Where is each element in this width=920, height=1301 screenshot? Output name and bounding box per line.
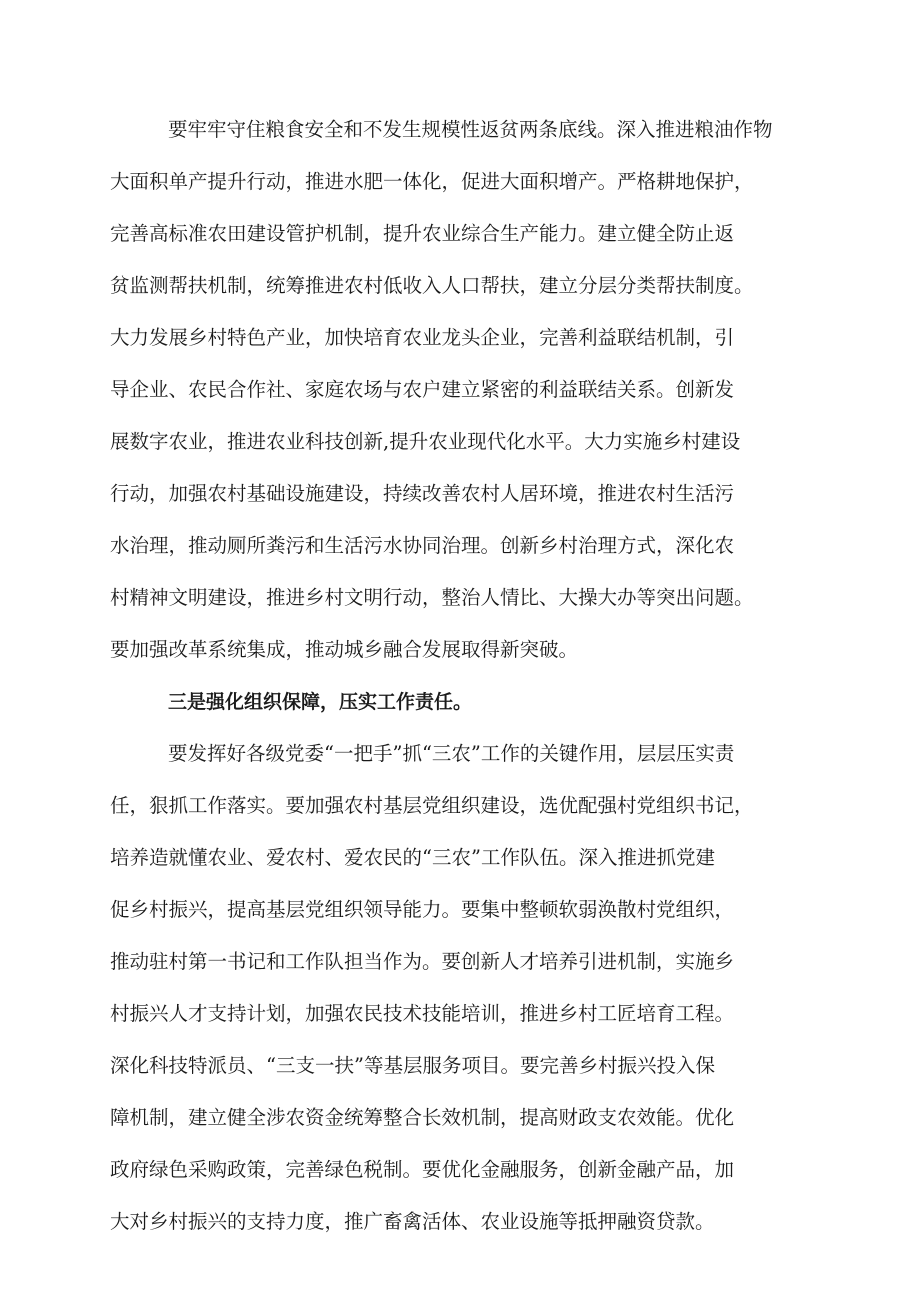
document-page: 要牢牢守住粮食安全和不发生规模性返贫两条底线。深入推进粮油作物 大面积单产提升行动，推进水肥一体化，促进大面积增产。严格耕地保护， 完善高标准农田建设管护机制，提升农业综合生产能力。建立健全防止返 贫监测帮扶机制，统筹推进农村低收入人口帮扶，建立分层分类帮扶制度。 大力发展乡村特色产业，加快培育农业龙头企业，完善利益联结机制，引 导企业、农民合作社、家庭农场与农户建立紧密的利益联结关系。创新发 展数字农业，推进农业科技创新,提升农业现代化水平。大力实施乡村建设 行动，加强农村基础设施建设，持续改善农村人居环境，推进农村生活污 水治理，推动厕所粪污和生活污水协同治理。创新乡村治理方式，深化农 村精神文明建设，推进乡村文明行动，整治人情比、大操大办等突出问题。 要加强改革系统集成，推动城乡融合发展取得新突破。 三是强化组织保障，压实工作责任。 要发挥好各级党委“一把手”抓“三农”工作的关键作用，层层压实责 任，狠抓工作落实。要加强农村基层党组织建设，选优配强村党组织书记， 培养造就懂农业、爱农村、爱农民的“三农”工作队伍。深入推进抓党建 促乡村振兴，提高基层党组织领导能力。要集中整顿软弱涣散村党组织， 推动驻村第一书记和工作队担当作为。要创新人才培养引进机制，实施乡 村振兴人才支持计划，加强农民技术技能培训，推进乡村工匠培育工程。 深化科技特派员、“三支一扶”等基层服务项目。要完善乡村振兴投入保 障机制，建立健全涉农资金统筹整合长效机制，提高财政支农效能。优化 政府绿色采购政策，完善绿色税制。要优化金融服务，创新金融产品，加 大对乡村振兴的支持力度，推广畜禽活体、农业设施等抵押融资贷款。: [0, 0, 920, 1301]
